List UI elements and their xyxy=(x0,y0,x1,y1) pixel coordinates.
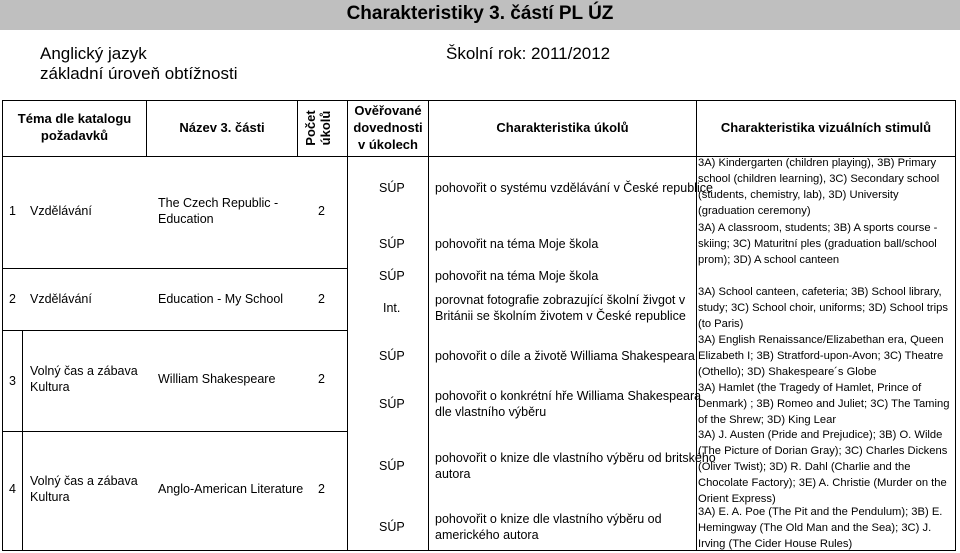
row-part-line1: William Shakespeare xyxy=(158,372,276,386)
task-description: pohovořit o knize dle vlastního výběru od xyxy=(435,512,662,526)
task-description-line2: Británii se školním životem v České republice xyxy=(435,309,686,323)
task-description: pohovořit o knize dle vlastního výběru od britského xyxy=(435,451,716,465)
task-description-line2: amerického autora xyxy=(435,528,539,542)
visual-text: 3A) Hamlet (the Tragedy of Hamlet, Prince of xyxy=(698,382,922,394)
row-topic-line2: Kultura xyxy=(30,490,70,504)
row-count: 2 xyxy=(318,482,325,496)
visual-text: study; 3C) School choir, uniforms; 3D) School trips xyxy=(698,302,948,314)
school-year: Školní rok: 2011/2012 xyxy=(446,44,611,63)
visual-text: Chocolate Factory); 3E) A. Christie (Murder on the xyxy=(698,477,947,489)
task-skill: SÚP xyxy=(379,349,405,363)
header-skills-line3: v úkolech xyxy=(358,137,418,152)
visual-text: Irving (The Cider House Rules) xyxy=(698,538,853,550)
visual-text: skiing; 3C) Maturitní ples (graduation ball/school xyxy=(698,238,937,250)
task-description: pohovořit na téma Moje škola xyxy=(435,237,599,251)
task-skill: SÚP xyxy=(379,181,405,195)
visual-text: (to Paris) xyxy=(698,318,744,330)
task-skill: SÚP xyxy=(379,269,405,283)
row-count: 2 xyxy=(318,292,325,306)
visual-text: of the Shrew; 3D) King Lear xyxy=(698,414,837,426)
visual-text: Hemingway (The Old Man and the Sea); 3C) J. xyxy=(698,522,932,534)
visual-text: Orient Express) xyxy=(698,493,776,505)
task-description: pohovořit o díle a životě Williama Shakespeara xyxy=(435,349,695,363)
row-part-line2: Education xyxy=(158,212,214,226)
visual-text: Denmark) ; 3B) Romeo and Juliet; 3C) The Taming xyxy=(698,398,950,410)
header-task-char: Charakteristika úkolů xyxy=(496,120,629,135)
task-description: pohovořit o systému vzdělávání v České republice xyxy=(435,181,713,195)
page-title: Charakteristiky 3. částí PL ÚZ xyxy=(346,3,614,24)
visual-text: 3A) Kindergarten (children playing), 3B) Primary xyxy=(698,157,937,169)
header-topic-line2: požadavků xyxy=(40,128,109,143)
row-topic-line2: Kultura xyxy=(30,380,70,394)
task-skill: Int. xyxy=(383,301,401,315)
header-part-name: Název 3. části xyxy=(179,120,265,135)
task-description-line2: dle vlastního výběru xyxy=(435,405,547,419)
row-part-line1: Education - My School xyxy=(158,292,284,306)
task-description-line2: autora xyxy=(435,467,471,481)
row-count: 2 xyxy=(318,372,325,386)
visual-text: 3A) J. Austen (Pride and Prejudice); 3B) O. Wilde xyxy=(698,429,943,441)
task-skill: SÚP xyxy=(379,520,405,534)
header-count: Počet úkolů xyxy=(303,110,333,146)
task-skill: SÚP xyxy=(379,459,405,473)
header-skills-line2: dovednosti xyxy=(353,120,423,135)
row-number: 1 xyxy=(9,204,16,218)
visual-text: (graduation ceremony) xyxy=(698,205,811,217)
task-description: porovnat fotografie zobrazující školní živgot v xyxy=(435,293,686,307)
visual-text: school (children learning), 3C) Secondary school xyxy=(698,173,940,185)
header-topic-line1: Téma dle katalogu xyxy=(17,111,132,126)
subject-line-1: Anglický jazyk xyxy=(40,44,147,63)
row-topic: Vzdělávání xyxy=(30,292,92,306)
visual-text: 3A) English Renaissance/Elizabethan era, Queen xyxy=(698,334,944,346)
row-number: 4 xyxy=(9,482,16,496)
visual-text: (The Picture of Dorian Gray); 3C) Charles Dickens xyxy=(698,445,948,457)
task-skill: SÚP xyxy=(379,237,405,251)
row-part-line1: Anglo-American Literature xyxy=(158,482,304,496)
header-visual-char: Charakteristika vizuálních stimulů xyxy=(720,120,932,135)
row-number: 3 xyxy=(9,374,16,388)
task-skill: SÚP xyxy=(379,397,405,411)
visual-text: prom); 3D) A school canteen xyxy=(698,254,840,266)
visual-text: 3A) School canteen, cafeteria; 3B) School library, xyxy=(698,286,942,298)
row-topic: Volný čas a zábava xyxy=(30,474,138,488)
visual-text: 3A) E. A. Poe (The Pit and the Pendulum); 3B) E. xyxy=(698,506,943,518)
visual-text: (students, chemistry, lab), 3D) University xyxy=(698,189,899,201)
row-count: 2 xyxy=(318,204,325,218)
row-topic: Volný čas a zábava xyxy=(30,364,138,378)
visual-text: 3A) A classroom, students; 3B) A sports course - xyxy=(698,222,938,234)
visual-text: (Oliver Twist); 3D) R. Dahl (Charlie and the xyxy=(698,461,911,473)
header-skills-line1: Ověřované xyxy=(354,103,422,118)
subject-line-2: základní úroveň obtížnosti xyxy=(40,64,238,83)
task-description: pohovořit o konkrétní hře Williama Shakespeara xyxy=(435,389,702,403)
row-number: 2 xyxy=(9,292,16,306)
row-topic: Vzdělávání xyxy=(30,204,92,218)
visual-text: (Othello); 3D) Shakespeare´s Globe xyxy=(698,366,877,378)
visual-text: Elizabeth I; 3B) Stratford-upon-Avon; 3C) Theatre xyxy=(698,350,944,362)
task-description: pohovořit na téma Moje škola xyxy=(435,269,599,283)
row-part-line1: The Czech Republic - xyxy=(158,196,279,210)
